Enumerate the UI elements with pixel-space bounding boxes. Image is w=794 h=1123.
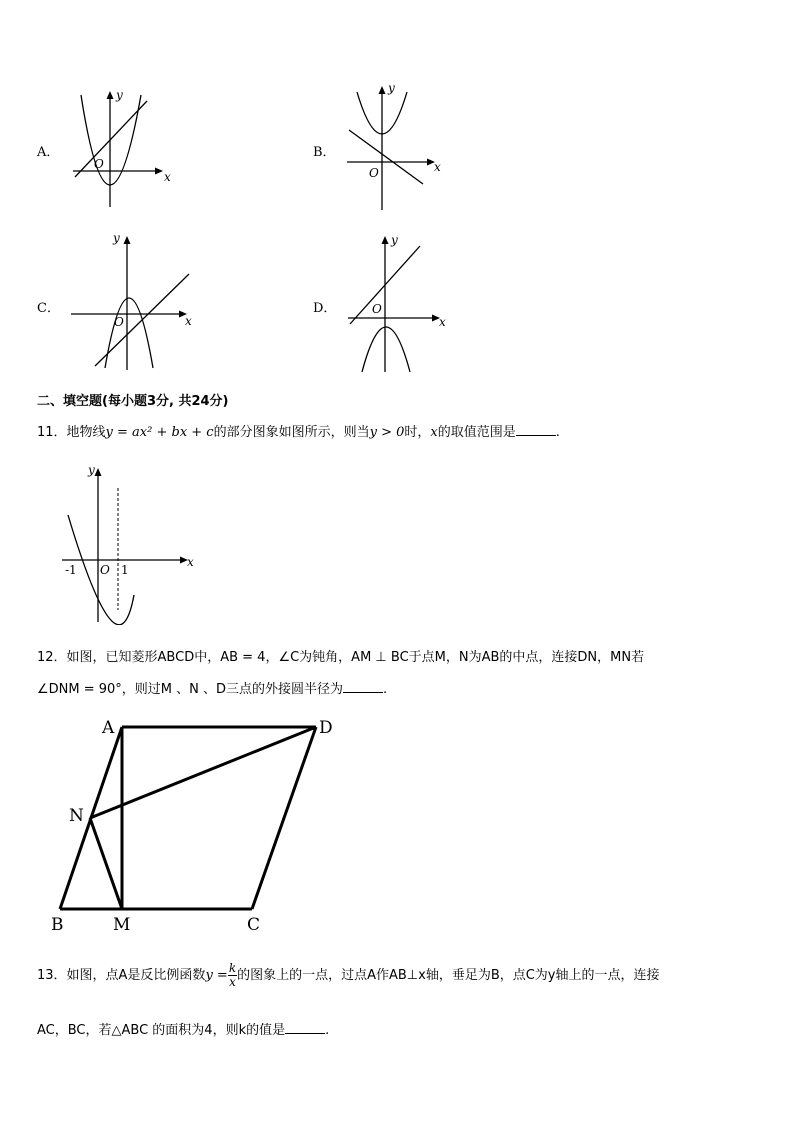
y-axis-arrow-icon [107, 91, 114, 99]
x-label: x [434, 160, 441, 174]
q13-line2-text: AC，BC，若△ABC 的面积为4，则k的值是 [37, 1023, 286, 1038]
x-label: x [439, 315, 446, 329]
q11-prefix: 11．地物线 [37, 425, 106, 440]
y-label: y [88, 463, 95, 477]
x-label: x [187, 555, 194, 569]
question-12-line2 [37, 678, 387, 697]
q11-formula: y = ax² + bx + c [105, 425, 214, 440]
y-label: y [116, 88, 123, 102]
q12-rhombus-figure [40, 712, 350, 942]
option-c-label: C． [37, 301, 60, 316]
line-graph [75, 101, 147, 177]
y-axis-arrow-icon [382, 236, 389, 244]
origin-label: O [372, 302, 382, 316]
q13-period: . [325, 1023, 330, 1038]
one-label: 1 [121, 563, 129, 577]
q13-prefix: 13．如图，点A是反比例函数 [37, 968, 206, 983]
q13-frac-den: x [229, 975, 236, 989]
option-a-label: A． [37, 145, 60, 160]
line-graph [95, 274, 189, 366]
x-label: x [185, 314, 192, 328]
section-header: 二、填空题(每小题3分, 共24分) [37, 394, 229, 409]
label-m: M [113, 915, 131, 935]
q11-cond: y > 0 [369, 425, 405, 440]
q11-answer-blank[interactable] [516, 424, 556, 436]
y-label: y [388, 81, 395, 95]
question-12-line1: 12．如图，已知菱形ABCD中，AB = 4，∠C为钝角，AM ⊥ BC于点M，N为AB的中点，连接DN，MN若 [37, 650, 645, 665]
option-b-graph [335, 80, 455, 215]
option-d-label: D． [313, 301, 337, 316]
label-a: A [102, 718, 115, 738]
q13-line1-post: 的图象上的一点，过点A作AB⊥x轴，垂足为B，点C为y轴上的一点，连接 [237, 968, 660, 983]
question-11-text [37, 421, 560, 440]
q11-graph [58, 460, 203, 625]
line-graph [349, 130, 423, 184]
x-axis-arrow-icon [155, 168, 163, 175]
origin-label: O [369, 166, 379, 180]
q12-line2-text: ∠DNM = 90°，则过M 、N 、D三点的外接圆半径为 [37, 682, 344, 697]
q11-tail: 时， [404, 425, 431, 440]
question-13-line1 [37, 962, 660, 989]
label-d: D [319, 718, 333, 738]
q13-answer-blank[interactable] [285, 1022, 325, 1034]
label-n: N [69, 806, 84, 826]
segment-nd [90, 727, 316, 818]
q12-period: . [383, 682, 388, 697]
origin-label: O [94, 157, 104, 171]
origin-label: O [114, 315, 124, 329]
parabola-curve [362, 327, 410, 372]
origin-label: O [100, 563, 110, 577]
label-c: C [247, 915, 261, 935]
label-b: B [51, 915, 64, 935]
segment-nm [90, 818, 122, 909]
question-13-line2 [37, 1019, 329, 1038]
q11-var: x [430, 425, 438, 440]
q11-mid: 的部分图象如图所示，则当 [213, 425, 370, 440]
q13-y-eq: y = [205, 968, 228, 983]
q11-period: . [555, 425, 560, 440]
option-c-graph [65, 228, 200, 373]
option-b-label: B． [313, 145, 336, 160]
y-label: y [113, 231, 120, 245]
y-axis-arrow-icon [379, 86, 386, 94]
option-d-graph [340, 232, 460, 374]
y-axis-arrow-icon [124, 236, 131, 244]
x-label: x [164, 170, 171, 184]
option-a-graph [65, 85, 185, 215]
q13-frac-num: k [228, 961, 237, 975]
y-label: y [391, 233, 398, 247]
neg-one-label: -1 [65, 563, 77, 577]
side-dc [252, 727, 316, 909]
y-axis-arrow-icon [95, 468, 102, 476]
q12-answer-blank[interactable] [343, 681, 383, 693]
q11-end: 的取值范围是 [437, 425, 516, 440]
q13-fraction [228, 962, 237, 989]
